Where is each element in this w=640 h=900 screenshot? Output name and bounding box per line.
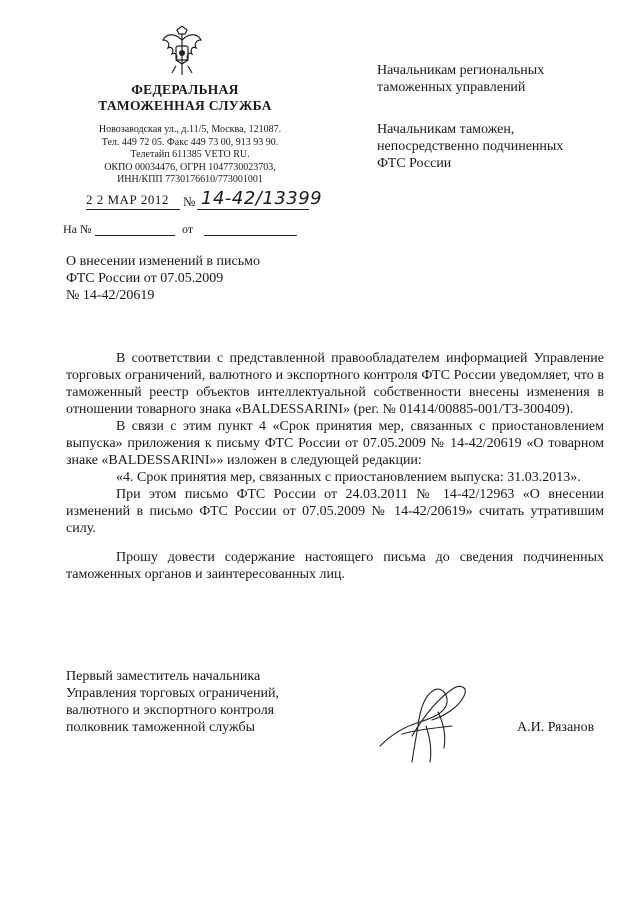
number-label: №	[183, 194, 196, 209]
org-line-2: ТАМОЖЕННАЯ СЛУЖБА	[98, 98, 272, 113]
body-paragraph: В связи с этим пункт 4 «Срок принятия мер, связанных с приостановлением выпуска» приложения к письму ФТС России от 07.05.2009 № 14-42/20619 «О товарном знаке «BALDESSARINI»» изложен в следующей редакции:	[66, 419, 604, 468]
addressee-line: Начальникам таможен,	[377, 122, 515, 137]
subject-line: О внесении изменений в письмо	[66, 254, 260, 269]
letter-date: 2 2 МАР 2012	[86, 192, 169, 207]
handwritten-signature-icon	[372, 676, 482, 766]
subject-line: № 14-42/20619	[66, 288, 155, 303]
organization-name	[80, 82, 290, 114]
subject-line: ФТС России от 07.05.2009	[66, 271, 224, 286]
letter-subject	[66, 253, 260, 304]
reference-date-label: от	[182, 222, 194, 236]
reference-date-field	[204, 235, 297, 236]
addressee-line: таможенных управлений	[377, 80, 526, 95]
requisite-line: Телетайп 611385 VETO RU.	[130, 149, 250, 160]
position-line: валютного и экспортного контроля	[66, 703, 275, 718]
requisite-line: ИНН/КПП 7730176610/773001001	[117, 174, 263, 185]
requisite-line: ОКПО 00034476, ОГРН 1047730023703,	[104, 161, 276, 173]
signer-position	[66, 668, 279, 736]
org-line-1: ФЕДЕРАЛЬНАЯ	[131, 82, 239, 97]
addressee-line: Начальникам региональных	[377, 63, 545, 78]
addressee-regional	[377, 62, 617, 96]
addressee-line: ФТС России	[377, 156, 452, 171]
letter-number: 14-42/13399	[201, 188, 323, 209]
addressee-line: непосредственно подчиненных	[377, 139, 564, 154]
signer-name: А.И. Рязанов	[517, 720, 595, 735]
reference-number-field	[95, 235, 175, 236]
body-paragraph: Прошу довести содержание настоящего письма до сведения подчиненных таможенных органов и заинтересованных лиц.	[66, 550, 604, 582]
reference-number-label: На №	[63, 222, 92, 236]
body-paragraph: «4. Срок принятия мер, связанных с приостановлением выпуска: 31.03.2013».	[116, 470, 581, 485]
coat-of-arms-icon	[160, 26, 204, 76]
date-underline	[86, 209, 180, 210]
letter-body	[66, 350, 604, 583]
position-line: полковник таможенной службы	[66, 720, 256, 735]
addressee-customs	[377, 121, 617, 172]
position-line: Управления торговых ограничений,	[66, 686, 279, 701]
body-paragraph: В соответствии с представленной правообладателем информацией Управление торговых ограничений, валютного и экспортного контроля ФТС России уведомляет, что в таможенный реестр объектов интеллектуальной собственности внесены изменения в отношении товарного знака «BALDESSARINI» (рег. № 01414/00885-001/ТЗ-300409).	[66, 351, 604, 417]
requisite-line: Тел. 449 72 05. Факс 449 73 00, 913 93 90.	[101, 136, 279, 148]
organization-requisites	[70, 124, 310, 187]
position-line: Первый заместитель начальника	[66, 669, 261, 684]
body-paragraph: При этом письмо ФТС России от 24.03.2011 № 14-42/12963 «О внесении изменений в письмо ФТС России от 07.05.2009 № 14-42/20619» считать утратившим силу.	[66, 487, 604, 536]
requisite-line: Новозаводская ул., д.11/5, Москва, 121087.	[98, 124, 282, 135]
number-underline	[197, 209, 309, 210]
